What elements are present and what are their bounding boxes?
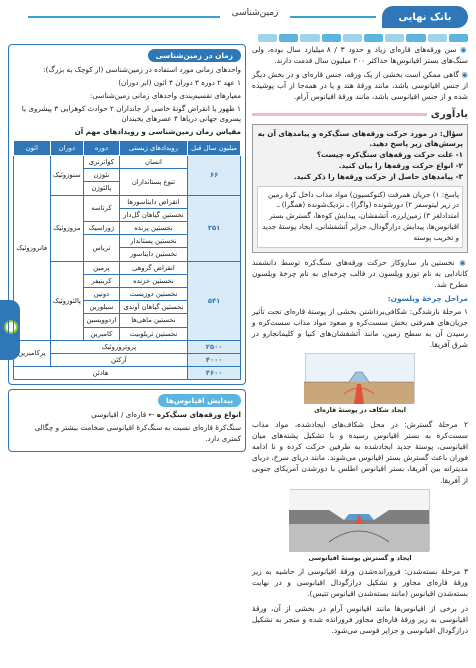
- text-line: واحدهای زمانی مورد استفاده در زمین‌شناسی (از کوچک به بزرگ):: [43, 65, 241, 75]
- section-title: پیدایش اقیانوس‌ها: [158, 394, 241, 407]
- brand-logo: بانک نهایی: [382, 6, 468, 28]
- event-cell: نخستین گیاهان گل‌دار: [119, 208, 188, 221]
- text-line: معیارهای تقسیم‌بندی واحدهای زمانی زمین‌شناسی:: [89, 90, 241, 100]
- oceans-box: [8, 389, 246, 452]
- period-cell: کرتاسه: [84, 195, 120, 221]
- paragraph: ◉ گاهی ممکن است بخشی از یک ورقه، جنس قاره‌ای و در بخش دیگر از جنس اقیانوسی باشد، مانند ورقهٔ هند و یا در همه‌جا از آب پوشیده شده و از جنس اقیانوسی باشد، مانند ورقهٔ اقیانوس آرام.: [252, 70, 468, 102]
- period-cell: پالئوژن: [84, 182, 120, 195]
- header: [0, 0, 476, 32]
- question-item: ۲- انواع حرکت ورقه‌ها را بیان کنید.: [338, 160, 463, 170]
- figure-caption: ایجاد و گسترش پوستهٔ اقیانوسی: [308, 553, 412, 562]
- era-cell: آرکئن: [50, 353, 188, 366]
- age-cell: ۲۵۱: [188, 195, 241, 261]
- event-cell: نخستین ماهی‌ها: [119, 314, 188, 327]
- paragraph: در برخی از اقیانوس‌ها مانند اقیانوس آرام در بخشی از آن، ورقهٔ اقیانوسی به زیر ورقهٔ قاره‌ای مجاور فرورانده شده و منجر به تشکیل درازگودال اقیانوسی و جزایر قوسی می‌شود.: [252, 603, 468, 635]
- progress-tabs: [258, 34, 468, 42]
- event-cell: نخستین پستاندار: [119, 235, 188, 248]
- period-cell: نئوژن: [84, 169, 120, 182]
- period-cell: پرمین: [84, 261, 120, 274]
- period-cell: کواترنری: [84, 156, 120, 169]
- event-cell: انسان: [119, 156, 188, 169]
- ocean-figure: [290, 489, 430, 551]
- event-cell: تنوع پستانداران: [119, 169, 188, 195]
- stage-2: ۲ مرحلهٔ گسترش: در محل شکاف‌های ایجادشده، مواد مذاب سست‌کره به بستر اقیانوس رسیده و با تشکیل پشته‌های میان اقیانوسی، پوستهٔ جدید ایجادشده به طرفین حرکت کرده و تا ادامه فوران باعث گسترش بستر اقیانوس می‌شوند. مانند دریای سرخ، دریای مدیترانه بین آفریقا، بستر اقیانوس اطلس با دورشدن آمریکای جنوبی از آفریقا.: [252, 420, 468, 485]
- age-cell: ۴۶۰۰: [188, 367, 241, 380]
- event-cell: انقراض دایناسورها: [119, 195, 188, 208]
- wilson-title: مراحل چرخهٔ ویلسون:: [387, 293, 468, 303]
- age-cell: ۶۶: [188, 156, 241, 196]
- text-line: ۱ ظهور یا انقراض گونهٔ خاصی از جانداران ۲ حوادث کوهزایی ۳ پیشروی یا پسروی جهانی دریاها ۴ عصرهای یخبندان: [21, 103, 241, 124]
- header-line: [28, 16, 376, 18]
- era-cell: هادئن: [14, 367, 188, 380]
- period-cell: تریاس: [84, 235, 120, 261]
- age-cell: ۴۰۰۰: [188, 353, 241, 366]
- left-column: [8, 44, 246, 452]
- period-cell: ژوراسیک: [84, 222, 120, 235]
- time-box: [8, 44, 246, 385]
- reminder-heading: یادآوری: [252, 107, 468, 122]
- text-line: سنگ‌کرهٔ قاره‌ای نسبت به سنگ‌کرهٔ اقیانوسی ضخامت بیشتر و چگالی کمتری دارد.: [34, 423, 241, 443]
- text-line: انواع ورقه‌های سنگ‌کره ← قاره‌ای / اقیانوسی: [91, 410, 241, 420]
- period-cell: کربنیفر: [84, 274, 120, 287]
- col-header: ائون: [14, 140, 51, 155]
- paragraph: ◉ نخستین بار ساروکار حرکت ورقه‌های سنگ‌کره توسط دانشمند کانادایی به نام توزو ویلسون در قالب چرخه‌ای به نام چرخهٔ ویلسون مطرح شد.: [252, 257, 468, 289]
- section-title: زمان در زمین‌شناسی: [148, 49, 241, 62]
- answer-box: پاسخ: ۱) جریان همرفت (کنوکسیون) مواد مذاب داخل کرهٔ زمین در زیر لیتوسفر ۲) دورشونده (واگرا) ـ نزدیک‌شونده (همگرا) ـ امتدادلغز ۳) زمین‌لرزه، آتشفشان، پیدایش کوه‌ها، گسترش بستر اقیانوس‌ها، پیدایش درازگودال، جزایر آتشفشانی، ایجاد پوستهٔ جدید و تخریب پوسته: [257, 186, 463, 248]
- subject-title: زمین‌شناسی: [220, 8, 290, 24]
- table-title: مقیاس زمان زمین‌شناسی و رویدادهای مهم آن: [74, 127, 241, 137]
- paragraph: ◉ سن ورقه‌های قاره‌ای زیاد و حدود ۳ / ۸ میلیارد سال بوده، ولی سنگ‌های بستر اقیانوس‌ها حداکثر ۲۰۰ میلیون سال قدمت دارند.: [252, 45, 468, 66]
- period-cell: کامبرین: [84, 327, 120, 340]
- era-cell: پالئوزوئیک: [50, 261, 84, 340]
- period-cell: دونین: [84, 287, 120, 300]
- age-cell: ۲۵۰۰: [188, 340, 241, 353]
- col-header: دوران: [50, 140, 84, 155]
- right-column: [252, 44, 468, 639]
- text-line: ۱ عهد ۲ دوره ۳ دوران ۴ ائون (ابر دوران): [118, 77, 241, 87]
- question-title: سؤال: در مورد حرکت ورقه‌های سنگ‌کره و پیامدهای آن به پرسش‌های زیر پاسخ دهید.: [257, 128, 463, 149]
- rift-figure: [305, 353, 415, 403]
- stage-3: ۳ مرحلهٔ بسته‌شدن: فرورانده‌شدن ورقهٔ اقیانوسی از حاشیه به زیر ورقهٔ قاره‌ای مجاور و تشکیل درازگودال اقیانوسی و در نهایت بسته‌شدن اقیانوس (مانند بسته‌شدن اقیانوس تتیس).: [252, 567, 468, 599]
- event-cell: نخستین تریلوبیت: [119, 327, 188, 340]
- question-box: [252, 124, 468, 253]
- era-cell: مزوزوئیک: [50, 195, 84, 261]
- stage-1: ۱ مرحلهٔ بازشدگی: شکافی‌برداشتن بخشی از پوستهٔ قاره‌ای تحت تأثیر جریان‌های همرفتی بخش سست‌کره و صعود مواد مذاب سست‌کره و رسیدن آن به سطح زمین، مانند آتشفشان‌های کنیا و کلیمانجارو در شرق آفریقا.: [252, 306, 468, 350]
- event-cell: نخستین پرنده: [119, 222, 188, 235]
- event-cell: انقراض گروهی: [119, 261, 188, 274]
- period-cell: اردوویسین: [84, 314, 120, 327]
- question-item: ۳- پیامدهای حاصل از حرکت ورقه‌ها را ذکر کنید.: [293, 171, 463, 181]
- eon-cell: فانروزوئیک: [14, 156, 51, 341]
- period-cell: سیلورین: [84, 301, 120, 314]
- figure-caption: ایجاد شکاف در پوستهٔ قاره‌ای: [314, 406, 406, 415]
- geologic-time-table: [13, 140, 241, 380]
- age-cell: ۵۴۱: [188, 261, 241, 340]
- question-item: ۱- علت حرکت ورقه‌های سنگ‌کره چیست؟: [316, 150, 463, 160]
- col-header: میلیون سال قبل: [188, 140, 241, 155]
- era-cell: سنوزوئیک: [50, 156, 84, 196]
- col-header: دوره: [84, 140, 120, 155]
- col-header: رویدادهای زیستی: [119, 140, 188, 155]
- era-cell: پروتروزوئیک: [50, 340, 188, 353]
- event-cell: نخستین خزنده: [119, 274, 188, 287]
- eon-cell: پرکامبرین: [14, 340, 51, 366]
- event-cell: نخستین دایناسور: [119, 248, 188, 261]
- event-cell: نخستین گیاهان آوندی: [119, 301, 188, 314]
- event-cell: نخستین دوزیست: [119, 287, 188, 300]
